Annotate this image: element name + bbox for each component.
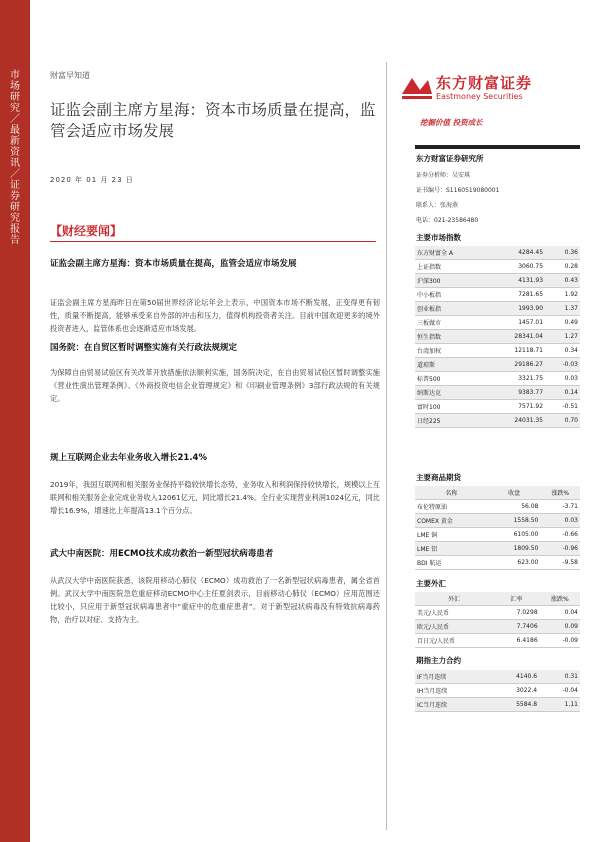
- table-cell: 56.08: [488, 500, 541, 514]
- table-cell: 1457.01: [487, 316, 545, 330]
- table-row: [415, 316, 580, 330]
- table-cell: 6105.00: [488, 528, 541, 542]
- table-cell: -0.03: [545, 358, 580, 372]
- table-cell: 1558.50: [488, 514, 541, 528]
- table-cell: 0.70: [545, 414, 580, 428]
- table-cell: 0.36: [545, 246, 580, 260]
- report-category: 财富早知道: [50, 71, 90, 80]
- article-body: 从武汉大学中南医院获悉，该院用移动心肺仪（ECMO）成功救治了一名新型冠状病毒患者，属全省首例。武汉大学中南医院急危重症移动ECMO中心主任夏剑表示，目前移动心肺仪（ECMO）应用范围还比较小，只应用于新型冠状病毒患者中“重症中的危重症患者”。对于新型冠状病毒没有特效抗病毒药物，治疗以对症、支持为主。: [50, 576, 380, 624]
- table-row: [415, 246, 580, 260]
- table-cell: 1993.90: [487, 302, 545, 316]
- institute-name: 东方财富证券研究所: [416, 154, 484, 163]
- article-body: 证监会副主席方星海昨日在第50届世界经济论坛年会上表示，中国资本市场不断发展，正变得更有韧性，质量不断提高，能够承受来自外部的冲击和压力，值得机构投资者关注。目前中国欢迎更多的境外投资者进入，监管体系也会逐渐适应市场发展。: [50, 298, 380, 333]
- table-cell: LME 铝: [415, 542, 488, 556]
- analyst: 证券分析师：吴安琪: [416, 172, 471, 179]
- table-cell: 1.27: [545, 330, 580, 344]
- table-cell: 1.37: [545, 302, 580, 316]
- table-cell: 上证指数: [415, 260, 487, 274]
- table-cell: 三板做市: [415, 316, 487, 330]
- table-cell: 1.92: [545, 288, 580, 302]
- table-cell: 3321.75: [487, 372, 545, 386]
- table-cell: 日经225: [415, 414, 487, 428]
- table-cell: 0.34: [545, 344, 580, 358]
- table-cell: 东方财富全 A: [415, 246, 487, 260]
- table-cell: 0.09: [540, 620, 580, 634]
- report-date: 2020 年 01 月 23 日: [50, 176, 134, 184]
- table-row: [415, 684, 580, 698]
- logo-text: 东方财富证券: [436, 74, 533, 92]
- table-cell: 美元/人民币: [415, 606, 493, 620]
- table-row: [415, 344, 580, 358]
- article-body: 2019年，我国互联网和相关服务业保持平稳较快增长态势，业务收入和利润保持较快增长，规模以上互联网和相关服务企业完成业务收入12061亿元，同比增长21.4%。全行业实现营业利润1024亿元，同比增长16.9%，增速比上年提高13.1个百分点。: [50, 480, 380, 515]
- commodities-title: 主要商品期货: [416, 473, 461, 482]
- indices-title: 主要市场指数: [416, 233, 461, 242]
- table-cell: 恒生指数: [415, 330, 487, 344]
- table-cell: 1809.50: [488, 542, 541, 556]
- table-header: [415, 486, 580, 500]
- table-cell: 纳斯达克: [415, 386, 487, 400]
- table-row: [415, 634, 580, 648]
- table-cell: -3.71: [540, 500, 580, 514]
- table-cell: 0.14: [545, 386, 580, 400]
- table-cell: 创业板指: [415, 302, 487, 316]
- table-cell: 中小板指: [415, 288, 487, 302]
- table-cell: 5584.8: [487, 698, 539, 712]
- table-cell: 29186.27: [487, 358, 545, 372]
- table-row: [415, 698, 580, 712]
- table-cell: 富时100: [415, 400, 487, 414]
- table-row: [415, 670, 580, 684]
- table-cell: 3022.4: [487, 684, 539, 698]
- table-row: [415, 302, 580, 316]
- table-cell: 1.11: [539, 698, 580, 712]
- table-cell: 0.43: [545, 274, 580, 288]
- sidebar-text: 市场研究／最新资讯／证券研究报告: [10, 70, 20, 246]
- futures-title: 期指主力合约: [416, 656, 461, 665]
- table-cell: 4140.6: [487, 670, 539, 684]
- sidebar-band: [0, 0, 30, 842]
- forex-table: [415, 592, 580, 648]
- table-cell: 0.04: [540, 606, 580, 620]
- table-cell: 涨跌%: [540, 592, 580, 606]
- table-cell: 涨跌%: [540, 486, 580, 500]
- table-row: [415, 556, 580, 570]
- table-row: [415, 260, 580, 274]
- table-cell: IC当月连续: [415, 698, 487, 712]
- table-cell: 名称: [415, 486, 488, 500]
- table-cell: 4284.45: [487, 246, 545, 260]
- indices-table: [415, 246, 580, 428]
- table-cell: 12118.71: [487, 344, 545, 358]
- table-cell: 道琼斯: [415, 358, 487, 372]
- table-cell: -9.58: [540, 556, 580, 570]
- table-cell: 28341.04: [487, 330, 545, 344]
- table-cell: 0.28: [545, 260, 580, 274]
- table-row: [415, 620, 580, 634]
- table-row: [415, 288, 580, 302]
- table-cell: BDI 航运: [415, 556, 488, 570]
- table-cell: 沪深300: [415, 274, 487, 288]
- table-cell: -0.04: [539, 684, 580, 698]
- table-header: [415, 592, 580, 606]
- forex-title: 主要外汇: [416, 579, 446, 588]
- table-row: [415, 528, 580, 542]
- futures-table: [415, 670, 580, 712]
- slogan: 挖掘价值 投资成长: [420, 118, 483, 127]
- table-cell: 623.00: [488, 556, 541, 570]
- panel-bar: [415, 145, 580, 149]
- table-cell: 4131.93: [487, 274, 545, 288]
- table-cell: IH当月连续: [415, 684, 487, 698]
- article-heading: 证监会副主席方星海：资本市场质量在提高，监管会适应市场发展: [50, 259, 297, 269]
- table-row: [415, 372, 580, 386]
- table-cell: 6.4186: [493, 634, 539, 648]
- table-row: [415, 400, 580, 414]
- table-row: [415, 274, 580, 288]
- table-row: [415, 500, 580, 514]
- table-row: [415, 330, 580, 344]
- table-cell: 外汇: [415, 592, 493, 606]
- table-cell: -0.09: [540, 634, 580, 648]
- table-cell: 9383.77: [487, 386, 545, 400]
- phone: 电话：021-23586480: [416, 217, 479, 224]
- table-row: [415, 358, 580, 372]
- contact: 联系人：张海燕: [416, 202, 459, 209]
- table-cell: -0.96: [540, 542, 580, 556]
- table-cell: 布伦特原油: [415, 500, 488, 514]
- table-cell: 7571.92: [487, 400, 545, 414]
- table-row: [415, 514, 580, 528]
- section-rule: [50, 241, 376, 242]
- commodities-table: [415, 486, 580, 570]
- table-cell: 汇率: [493, 592, 539, 606]
- table-cell: 欧元/人民币: [415, 620, 493, 634]
- table-cell: 收盘: [488, 486, 541, 500]
- table-cell: 7.0298: [493, 606, 539, 620]
- divider: [386, 62, 387, 830]
- table-cell: 0.31: [539, 670, 580, 684]
- table-row: [415, 606, 580, 620]
- table-row: [415, 386, 580, 400]
- table-cell: 3060.75: [487, 260, 545, 274]
- article-heading: 国务院：在自贸区暂时调整实施有关行政法规规定: [50, 343, 238, 353]
- table-cell: 24031.35: [487, 414, 545, 428]
- table-cell: COMEX 黄金: [415, 514, 488, 528]
- table-cell: -0.51: [545, 400, 580, 414]
- section-tag: 【财经要闻】: [50, 224, 123, 238]
- table-cell: 标普500: [415, 372, 487, 386]
- logo-english: Eastmoney Securities: [436, 92, 523, 101]
- table-cell: LME 铜: [415, 528, 488, 542]
- table-cell: 7.7406: [493, 620, 539, 634]
- table-cell: -0.66: [540, 528, 580, 542]
- table-cell: 0.49: [545, 316, 580, 330]
- article-body: 为保障自由贸易试验区有关改革开放措施依法顺利实施，国务院决定，在自由贸易试验区暂时调整实施《营业性演出管理条例》、《外商投资电信企业管理规定》和《印刷业管理条例》3部行政法规的有关规定。: [50, 368, 380, 403]
- article-heading: 规上互联网企业去年业务收入增长21.4%: [50, 453, 207, 463]
- table-cell: 0.03: [545, 372, 580, 386]
- page-title: 证监会副主席方星海：资本市场质量在提高，监管会适应市场发展: [50, 101, 376, 140]
- table-cell: 7281.65: [487, 288, 545, 302]
- table-cell: IF当月连续: [415, 670, 487, 684]
- cert-number: 证书编号：S1160519080001: [416, 187, 500, 194]
- table-cell: 百日元/人民币: [415, 634, 493, 648]
- table-row: [415, 414, 580, 428]
- table-cell: 台湾加权: [415, 344, 487, 358]
- table-row: [415, 542, 580, 556]
- article-heading: 武大中南医院：用ECMO技术成功救治一新型冠状病毒患者: [50, 549, 274, 559]
- table-cell: 0.03: [540, 514, 580, 528]
